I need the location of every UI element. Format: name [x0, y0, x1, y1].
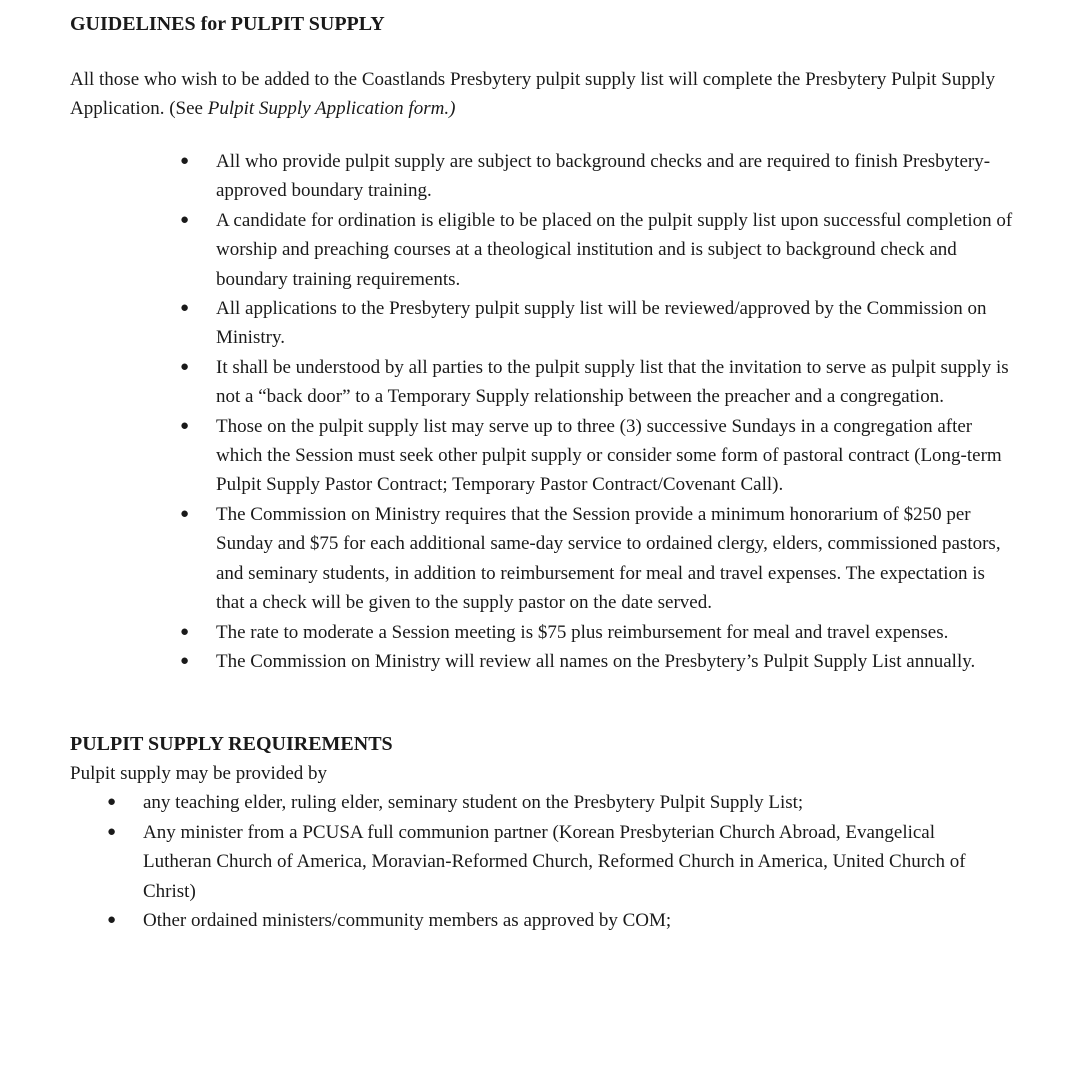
list-item-text: Other ordained ministers/community members as approved by COM;	[143, 909, 672, 931]
bullet-icon: ●	[180, 417, 190, 434]
bullet-icon: ●	[180, 358, 190, 375]
list-item-text: It shall be understood by all parties to the pulpit supply list that the invitation to serve as pulpit supply is not a “back door” to a Temporary Supply relationship between the preacher and a congregation.	[216, 356, 1009, 408]
bullet-icon: ●	[180, 652, 190, 669]
list-item	[178, 206, 1018, 294]
bullet-icon: ●	[180, 300, 190, 317]
list-item	[105, 788, 1005, 817]
list-item-text: A candidate for ordination is eligible to be placed on the pulpit supply list upon successful completion of worship and preaching courses at a theological institution and is subject to background check and boundary training requirements.	[216, 209, 1013, 290]
intro-italic-reference: Pulpit Supply Application form.)	[207, 98, 456, 119]
document-page	[70, 10, 1030, 935]
list-item-text: The Commission on Ministry will review all names on the Presbytery’s Pulpit Supply List annually.	[216, 650, 976, 672]
list-item	[105, 906, 1005, 935]
list-item-text: Any minister from a PCUSA full communion partner (Korean Presbyterian Church Abroad, Evangelical Lutheran Church of America, Moravian-Reformed Church, Reformed Church in America, United Church of Christ)	[143, 821, 966, 902]
bullet-icon: ●	[180, 153, 190, 169]
list-item-text: The rate to moderate a Session meeting is $75 plus reimbursement for meal and travel expenses.	[216, 621, 949, 643]
list-item	[178, 412, 1018, 500]
list-item	[178, 147, 1018, 206]
intro-text: All those who wish to be added to the Coastlands Presbytery pulpit supply list will complete the Presbytery Pulpit Supply Application. (See	[70, 69, 996, 119]
bullet-icon: ●	[107, 911, 117, 928]
list-item-text: any teaching elder, ruling elder, seminary student on the Presbytery Pulpit Supply List;	[143, 792, 804, 814]
requirements-list	[105, 788, 1005, 935]
guidelines-intro	[70, 65, 1030, 123]
requirements-title: PULPIT SUPPLY REQUIREMENTS	[70, 733, 393, 756]
guidelines-title: GUIDELINES for PULPIT SUPPLY	[70, 13, 385, 35]
list-item	[178, 647, 1018, 676]
guidelines-list	[178, 147, 1018, 676]
list-item	[105, 818, 1005, 906]
list-item	[178, 618, 1018, 647]
bullet-icon: ●	[107, 794, 117, 811]
list-item	[178, 500, 1018, 618]
bullet-icon: ●	[107, 823, 117, 840]
requirements-lead: Pulpit supply may be provided by	[70, 763, 328, 785]
bullet-icon: ●	[180, 211, 190, 228]
list-item-text: The Commission on Ministry requires that the Session provide a minimum honorarium of $250 per Sunday and $75 for each additional same-day service to ordained clergy, elders, commissioned pastors, and seminary students, in addition to reimbursement for meal and travel expenses. The expectation is that a check will be given to the supply pastor on the date served.	[216, 503, 1001, 614]
list-item	[178, 294, 1018, 353]
list-item-text: Those on the pulpit supply list may serve up to three (3) successive Sundays in a congregation after which the Session must seek other pulpit supply or consider some form of pastoral contract (Long-term Pulpit Supply Pastor Contract; Temporary Pastor Contract/Covenant Call).	[216, 415, 1002, 496]
list-item	[178, 353, 1018, 412]
list-item-text: All applications to the Presbytery pulpit supply list will be reviewed/approved by the Commission on Ministry.	[216, 298, 987, 349]
bullet-icon: ●	[180, 505, 190, 522]
bullet-icon: ●	[180, 623, 190, 640]
list-item-text: All who provide pulpit supply are subject to background checks and are required to finish Presbytery-approved boundary training.	[216, 151, 991, 202]
